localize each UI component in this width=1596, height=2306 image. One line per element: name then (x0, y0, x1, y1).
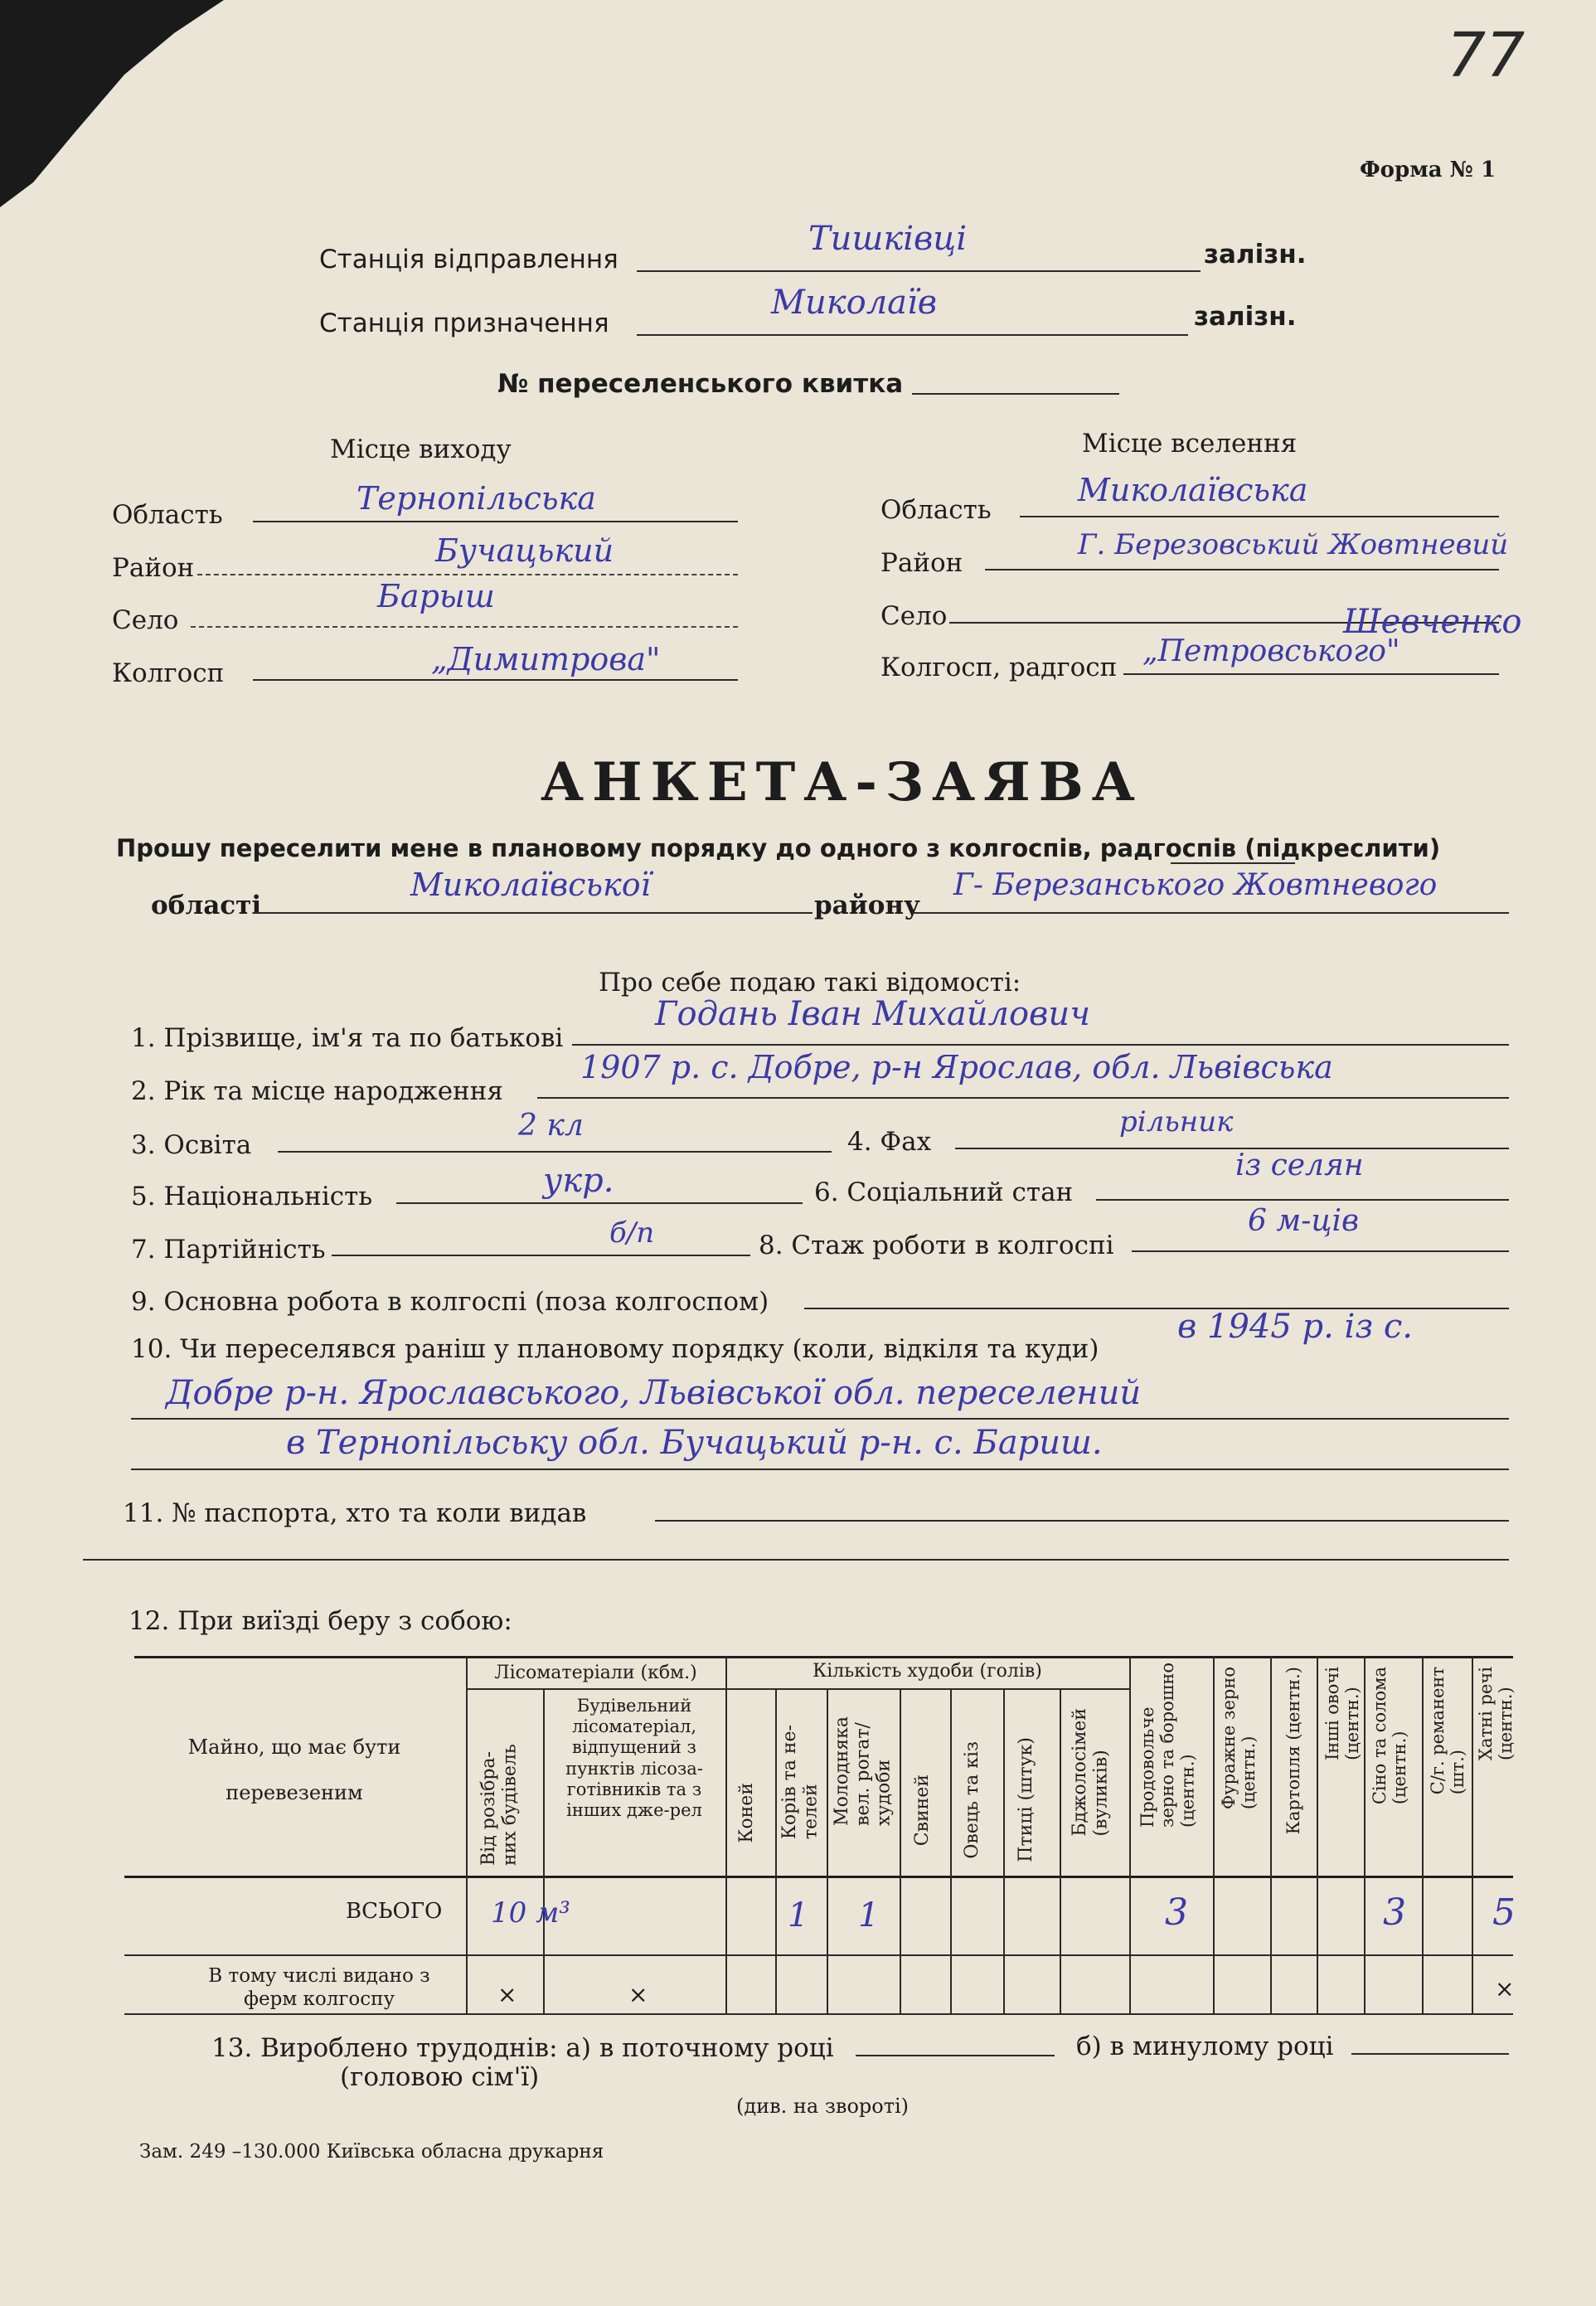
dest-raion-line (985, 569, 1499, 570)
issued-mark-dismantled: × (497, 1981, 517, 2008)
request-raion-value: Г- Березанського Жовтневого (953, 868, 1438, 902)
request-raion-label: району (814, 891, 920, 920)
col-household-header: Хатні речі (центн.) (1476, 1667, 1516, 1760)
origin-raion-line (197, 574, 738, 575)
field-11-line-2 (83, 1559, 1509, 1561)
field-5-label: 5. Національність (131, 1182, 373, 1211)
col-grain-header: Продовольче зерно та борошно (центн.) (1138, 1663, 1198, 1828)
field-13-label: 13. Вироблено трудоднів: а) в поточному році (211, 2033, 834, 2063)
origin-oblast-line (253, 521, 738, 522)
field-13-line-b (1351, 2053, 1509, 2055)
field-10-value-a: в 1945 р. із с. (1177, 1308, 1413, 1346)
origin-oblast-label: Область (112, 500, 223, 530)
origin-heading: Місце виходу (330, 434, 512, 464)
dest-selo-label: Село (880, 601, 948, 631)
origin-kolhosp-value: „Димитрова" (431, 641, 661, 677)
destination-rail-suffix: залізн. (1194, 302, 1297, 332)
field-2-value: 1907 р. с. Добре, р-н Ярослав, обл. Львівська (580, 1049, 1333, 1085)
request-underline-radhosp (1171, 862, 1295, 864)
col-veg-header: Інші овочі (центн.) (1322, 1667, 1363, 1760)
destination-heading: Місце вселення (1082, 429, 1298, 459)
col-poultry-header: Птиці (штук) (1016, 1737, 1036, 1862)
total-hay-value: 3 (1383, 1891, 1406, 1934)
col-tools-header: С/г. реманент (шт.) (1428, 1667, 1468, 1795)
departure-rail-suffix: залізн. (1204, 240, 1307, 269)
field-7-line (332, 1255, 750, 1256)
total-young-value: 1 (858, 1896, 880, 1935)
see-reverse-note: (див. на звороті) (736, 2095, 910, 2118)
request-oblast-value: Миколаївської (410, 867, 651, 903)
origin-selo-line (191, 626, 738, 628)
field-3-value: 2 кл (518, 1109, 584, 1143)
field-10-value-b: Добре р-н. Ярославського, Львівської обл. переселений (166, 1374, 1142, 1412)
destination-label: Станція призначення (319, 308, 609, 338)
field-8-label: 8. Стаж роботи в колгоспі (759, 1231, 1114, 1260)
field-10-label: 10. Чи переселявся раніш у плановому порядку (коли, відкіля та куди) (131, 1334, 1099, 1364)
col-property-header: Майно, що має бути перевезеним (187, 1736, 401, 1805)
form-label: Форма № 1 (1360, 158, 1497, 182)
group-livestock-header: Кількість худоби (голів) (813, 1661, 1042, 1682)
col-potatoes-header: Картопля (центн.) (1283, 1667, 1303, 1835)
col-young-header: Молодняка вел. рогат/ худоби (832, 1716, 895, 1826)
field-3-label: 3. Освіта (131, 1130, 252, 1160)
col-bees-header: Бджолосімей (вуликів) (1070, 1708, 1112, 1837)
dest-kolhosp-value: „Петровського" (1142, 634, 1400, 668)
field-2-line (537, 1097, 1509, 1099)
field-2-label: 2. Рік та місце народження (131, 1076, 503, 1106)
field-13-line-a (856, 2055, 1055, 2056)
field-5-value: укр. (543, 1162, 614, 1200)
printer-imprint: Зам. 249 –130.000 Київська обласна друкарня (139, 2141, 604, 2163)
row-total-label: ВСЬОГО (346, 1899, 443, 1924)
field-8-value: 6 м-ців (1248, 1204, 1359, 1238)
col-cows-header: Корів та не- телей (779, 1725, 822, 1840)
row-issued-label: В тому числі видано з ферм колгоспу (208, 1965, 430, 2010)
col-pigs-header: Свиней (912, 1774, 933, 1847)
group-timber-header: Лісоматеріали (кбм.) (494, 1663, 697, 1683)
field-6-label: 6. Соціальний стан (814, 1177, 1074, 1207)
issued-mark-household: × (1495, 1975, 1515, 2003)
request-oblast-label: області (151, 891, 262, 920)
col-dismantled-header: Від розібра- них будівель (478, 1744, 521, 1866)
dest-kolhosp-line (1123, 673, 1499, 675)
origin-raion-value: Бучацький (435, 532, 614, 569)
field-11-label: 11. № паспорта, хто та коли видав (123, 1498, 587, 1528)
form-title: АНКЕТА-ЗАЯВА (541, 751, 1143, 813)
field-1-value: Годань Іван Михайлович (655, 995, 1090, 1033)
field-4-label: 4. Фах (847, 1127, 932, 1157)
field-3-line (278, 1151, 832, 1153)
departure-label: Станція відправлення (319, 245, 619, 274)
origin-raion-label: Район (112, 553, 195, 583)
field-8-line (1132, 1250, 1509, 1252)
dest-kolhosp-label: Колгосп, радгосп (880, 653, 1118, 682)
dest-selo-value: Шевченко (1343, 603, 1522, 641)
total-grain-value: 3 (1165, 1891, 1188, 1934)
page-number: 77 (1447, 20, 1526, 91)
field-13-label-b: б) в минулому році (1076, 2032, 1334, 2061)
col-sheep-header: Овець та кіз (962, 1741, 982, 1859)
field-7-label: 7. Партійність (131, 1235, 326, 1265)
request-oblast-line (255, 912, 813, 914)
field-1-label: 1. Прізвище, ім'я та по батькові (131, 1023, 564, 1053)
ticket-label: № переселенського квитка (497, 369, 904, 399)
dest-oblast-value: Миколаївська (1078, 472, 1308, 508)
field-10-line-1 (131, 1418, 1509, 1420)
dest-oblast-line (1020, 516, 1499, 517)
field-1-line (572, 1044, 1509, 1046)
departure-line (637, 270, 1201, 272)
field-11-line-1 (655, 1520, 1509, 1522)
request-line: Прошу переселити мене в плановому порядку до одного з колгоспів, радгоспів (підкреслити) (116, 834, 1441, 862)
field-9-label: 9. Основна робота в колгоспі (поза колгоспом) (131, 1287, 769, 1317)
issued-mark-building: × (628, 1981, 648, 2008)
dest-raion-value: Г. Березовський Жовтневий (1078, 528, 1509, 561)
departure-value: Тишківці (808, 220, 967, 258)
origin-selo-label: Село (112, 605, 179, 635)
col-building-timber-header: Будівельний лісоматеріал, відпущений з пунктів лісоза-готівників та з інших дже-рел (565, 1696, 703, 1820)
request-raion-line (912, 912, 1509, 914)
field-6-line (1096, 1199, 1509, 1201)
dest-raion-label: Район (880, 548, 963, 578)
col-hay-header: Сіно та солома (центн.) (1370, 1667, 1410, 1805)
field-4-line (955, 1148, 1509, 1149)
total-cows-value: 1 (788, 1896, 809, 1935)
origin-selo-value: Барыш (377, 578, 495, 614)
field-12-label: 12. При виїзді беру з собою: (129, 1606, 512, 1636)
field-13-sub-label: (головою сім'ї) (340, 2062, 540, 2092)
origin-oblast-value: Тернопільська (357, 480, 596, 517)
origin-kolhosp-line (253, 679, 738, 681)
field-7-value: б/п (609, 1216, 655, 1250)
col-horses-header: Коней (736, 1783, 757, 1843)
field-6-value: із селян (1235, 1148, 1364, 1182)
field-4-value: рільник (1119, 1105, 1234, 1138)
intro-text: Про себе подаю такі відомості: (599, 968, 1021, 998)
col-fodder-header: Фуражне зерно (центн.) (1219, 1667, 1259, 1810)
field-5-line (396, 1202, 803, 1204)
field-10-line-2 (131, 1469, 1509, 1470)
destination-line (637, 334, 1188, 336)
dest-oblast-label: Область (880, 495, 992, 525)
field-10-value-c: в Тернопільську обл. Бучацький р-н. с. Бариш. (286, 1424, 1103, 1462)
origin-kolhosp-label: Колгосп (112, 658, 225, 688)
total-household-value: 5 (1492, 1891, 1516, 1934)
ticket-line (912, 393, 1119, 395)
total-dismantled-value: 10 м³ (491, 1896, 570, 1930)
destination-value: Миколаїв (771, 284, 938, 322)
